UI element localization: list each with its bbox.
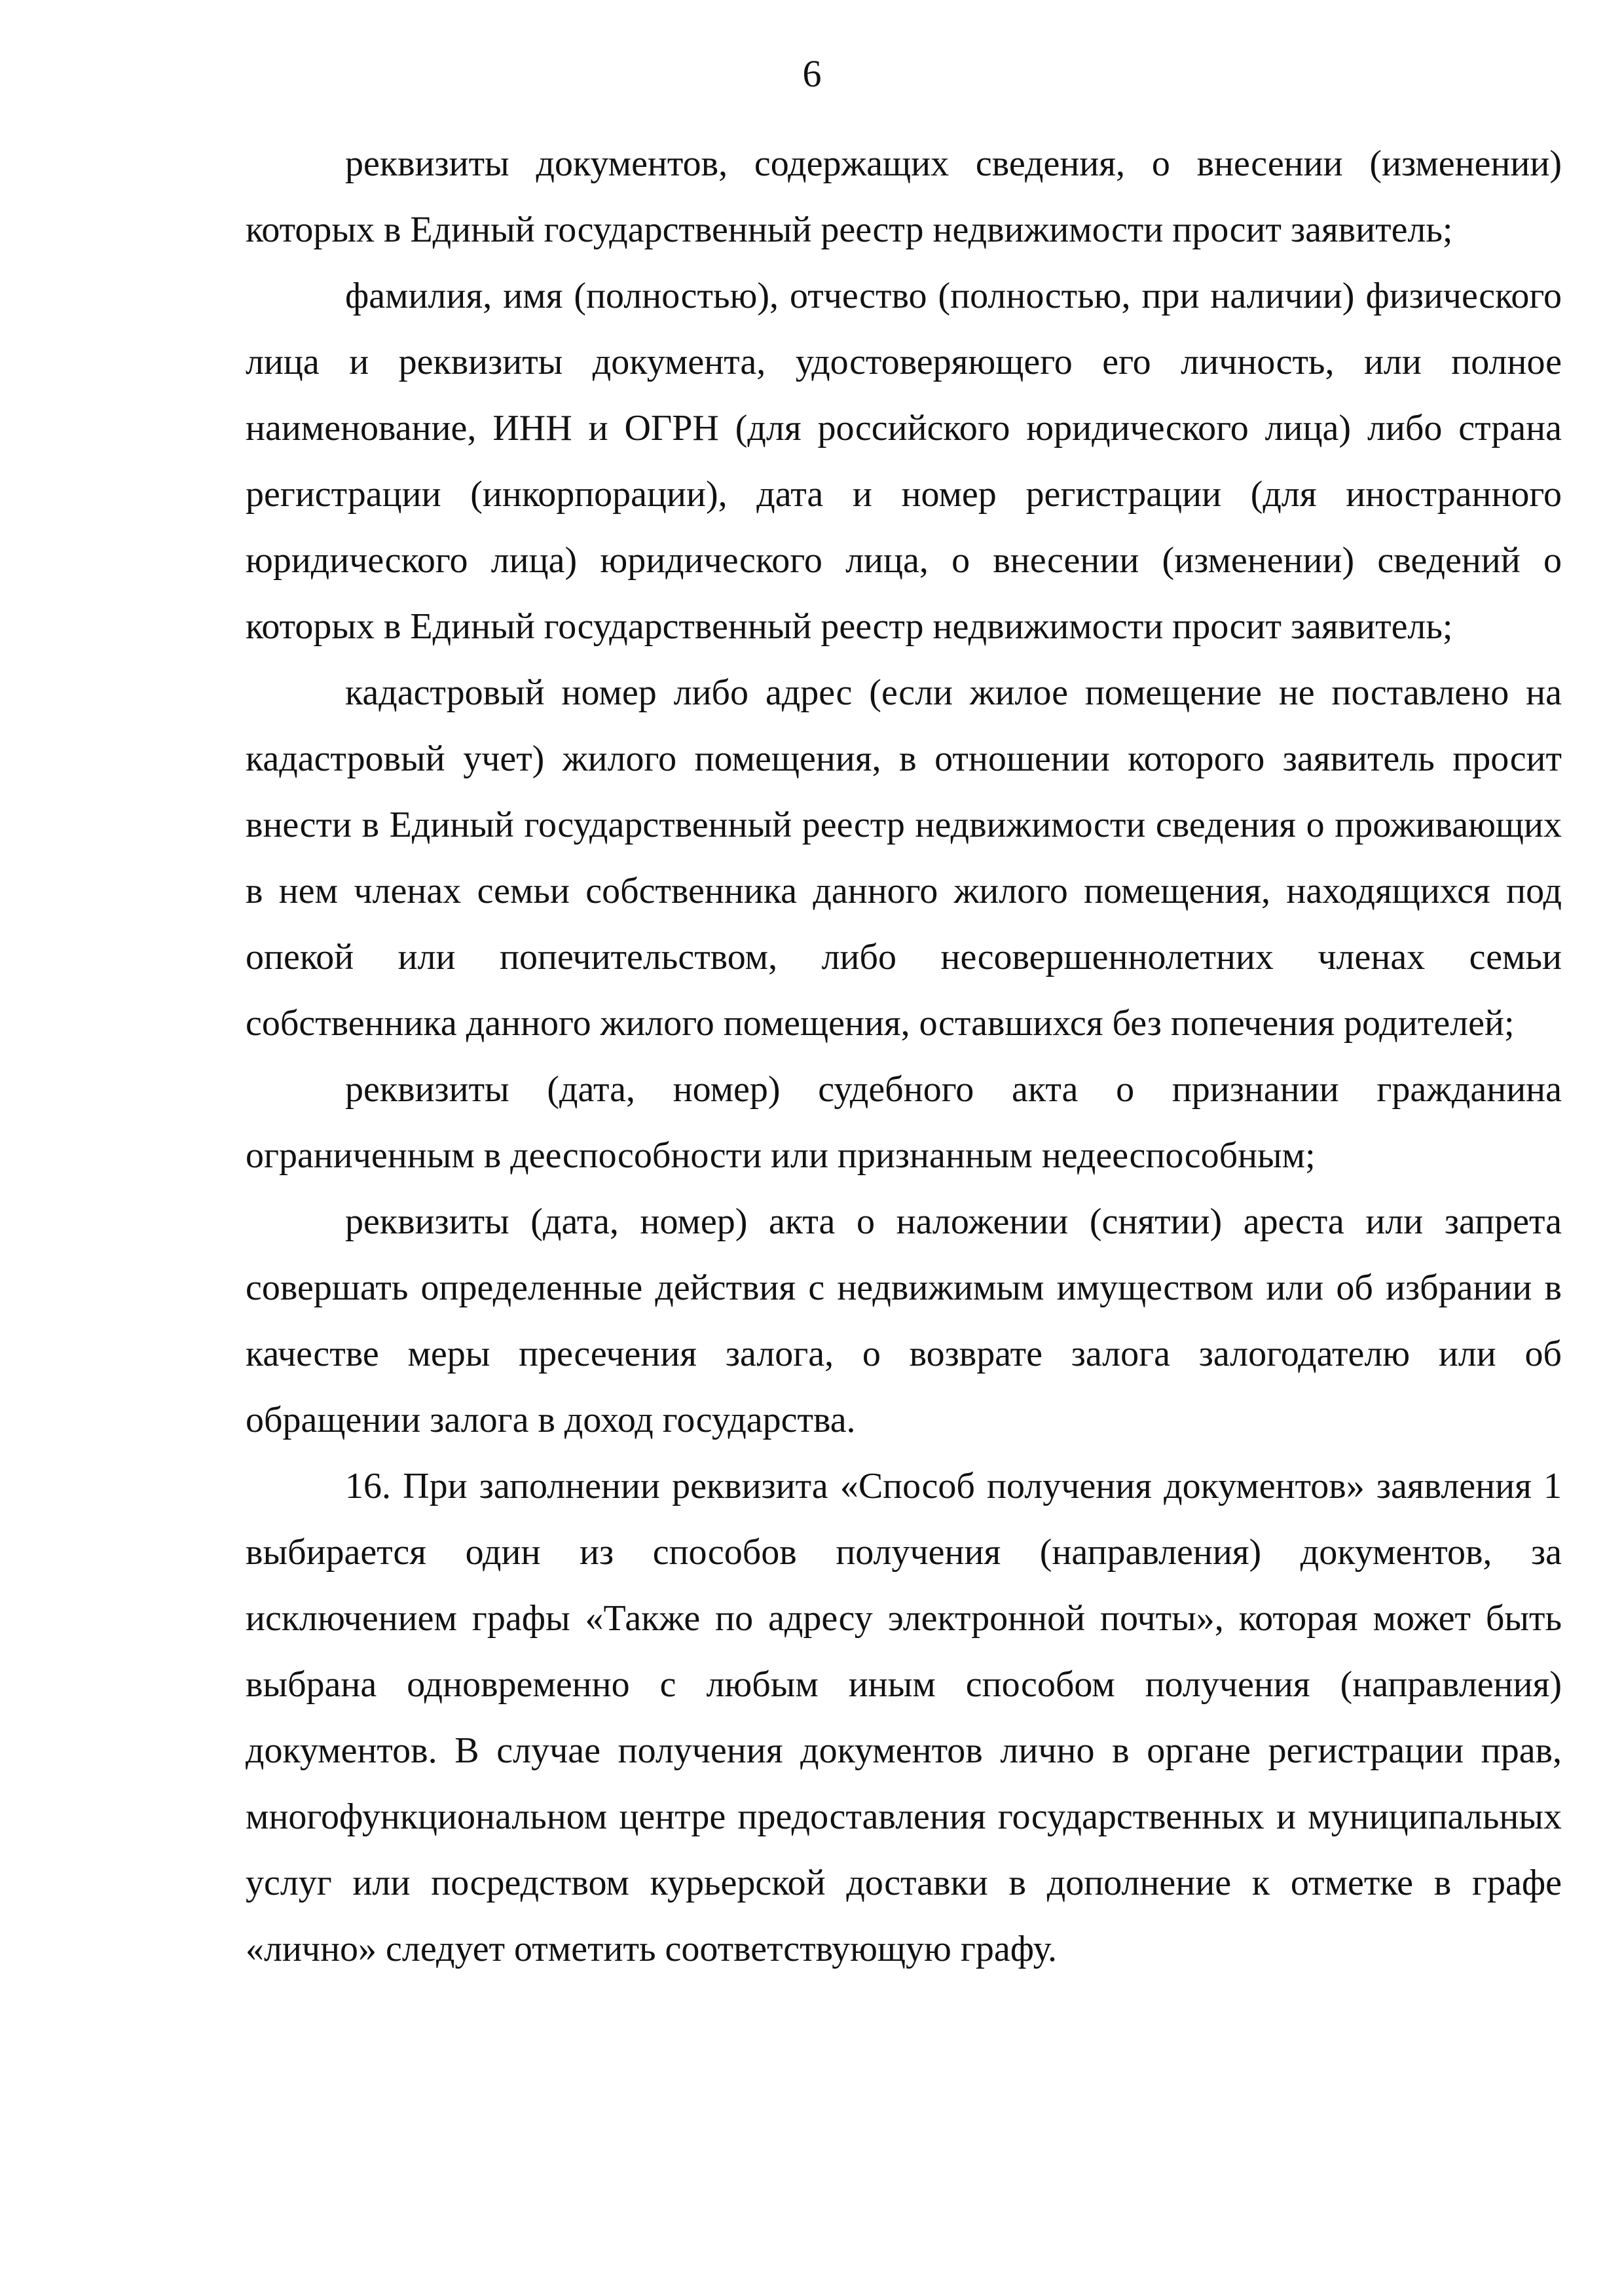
paragraph-arrest-act: реквизиты (дата, номер) акта о наложении (снятии) ареста или запрета совершать определенные действия с недвижимым имуществом или об избрании в качестве меры пресечения залога, о возврате залога залогодателю или об обращении залога в доход государства. bbox=[246, 1201, 1562, 1440]
document-body bbox=[246, 131, 1562, 1982]
paragraph-cadastral-number: кадастровый номер либо адрес (если жилое помещение не поставлено на кадастровый учет) жилого помещения, в отношении которого заявитель просит внести в Единый государственный реестр недвижимости сведения о проживающих в нем членах семьи собственника данного жилого помещения, находящихся под опекой или попечительством, либо несовершеннолетних членах семьи собственника данного жилого помещения, оставшихся без попечения родителей; bbox=[246, 672, 1562, 1044]
paragraph-item-16: 16. При заполнении реквизита «Способ получения документов» заявления 1 выбирается один из способов получения (направления) документов, за исключением графы «Также по адресу электронной почты», которая может быть выбрана одновременно с любым иным способом получения (направления) документов. В случае получения документов лично в органе регистрации прав, многофункциональном центре предоставления государственных и муниципальных услуг или посредством курьерской доставки в дополнение к отметке в графе «лично» следует отметить соответствующую графу. bbox=[246, 1466, 1562, 1969]
paragraph-court-act: реквизиты (дата, номер) судебного акта о признании гражданина ограниченным в дееспособности или признанным недееспособным; bbox=[246, 1069, 1562, 1176]
page-number: 6 bbox=[802, 52, 822, 95]
paragraph-person-details: фамилия, имя (полностью), отчество (полностью, при наличии) физического лица и реквизиты документа, удостоверяющего его личность, или полное наименование, ИНН и ОГРН (для российского юридического лица) либо страна регистрации (инкорпорации), дата и номер регистрации (для иностранного юридического лица) юридического лица, о внесении (изменении) сведений о которых в Единый государственный реестр недвижимости просит заявитель; bbox=[246, 276, 1562, 647]
paragraph-document-requisites: реквизиты документов, содержащих сведения, о внесении (изменении) которых в Единый государственный реестр недвижимости просит заявитель; bbox=[246, 143, 1562, 250]
